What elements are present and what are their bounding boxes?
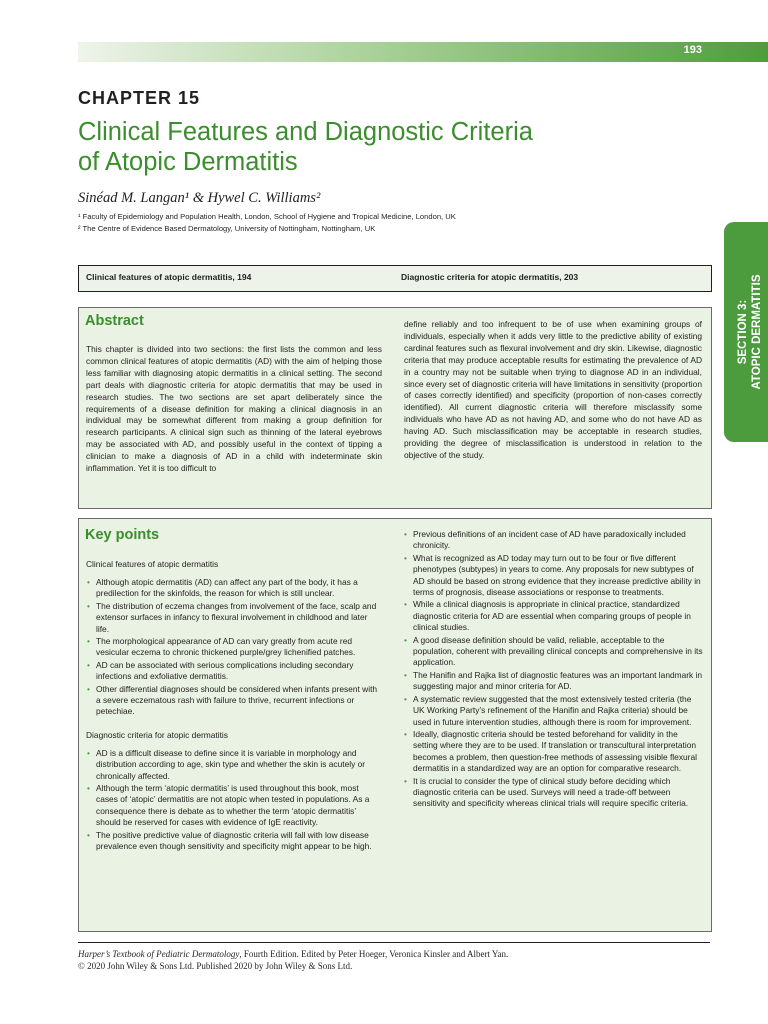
- page-number: 193: [683, 44, 702, 56]
- list-item: • Ideally, diagnostic criteria should be tested beforehand for validity in the setting where they are to be used. If translation or transcultural interpretation becomes a problem, then question-free methods of assessing visible flexural dermatitis in a standardized way are an option for comparative research.: [403, 729, 703, 775]
- affiliation-1: ¹ Faculty of Epidemiology and Population Health, London, School of Hygiene and Tropical Medicine, London, UK: [78, 212, 456, 221]
- list-item: • Although atopic dermatitis (AD) can affect any part of the body, it has a predilection for the skinfolds, the reason for which is still unclear.: [86, 577, 382, 600]
- toc-diagnostic-criteria[interactable]: Diagnostic criteria for atopic dermatitis, 203: [401, 272, 579, 282]
- key-points-right-list: [403, 529, 703, 810]
- key-points-box: [78, 518, 712, 932]
- list-item: • What is recognized as AD today may turn out to be four or five different phenotypes (subtypes) in years to come. Any proposals for new subtypes of AD should be based on strong evidence that they increase predictive ability in terms of prognosis, disease associations or response to treatments.: [403, 553, 703, 599]
- contents-box: [78, 265, 712, 292]
- list-item: • Other differential diagnoses should be considered when infants present with a severe eczematous rash with failure to thrive, recurrent infections or petechiae.: [86, 684, 382, 718]
- section-tab-label: [736, 242, 764, 422]
- list-item: • The morphological appearance of AD can vary greatly from acute red vesicular eczema to chronic thickened purple/grey lichenified patches.: [86, 636, 382, 659]
- list-item: • The positive predictive value of diagnostic criteria will fall with low disease prevalence even though sensitivity and specificity might appear to be high.: [86, 830, 382, 853]
- list-item: • Although the term ‘atopic dermatitis’ is used throughout this book, most cases of ‘atopic’ dermatitis are not atopic when tested in populations. As a consequence there is debate as to whether the term ‘atopic dermatitis’ should be reserved for cases with evidence of IgE reactivity.: [86, 783, 382, 829]
- diagnostic-criteria-list: [86, 748, 382, 853]
- key-points-subheading-clinical: Clinical features of atopic dermatitis: [86, 559, 219, 569]
- footer-line-2: © 2020 John Wiley & Sons Ltd. Published 2020 by John Wiley & Sons Ltd.: [78, 961, 353, 971]
- key-points-heading: Key points: [85, 527, 160, 543]
- book-title: Harper’s Textbook of Pediatric Dermatology: [78, 949, 240, 959]
- abstract-box: [78, 307, 712, 509]
- toc-clinical-features[interactable]: Clinical features of atopic dermatitis, 194: [86, 272, 252, 282]
- list-item: • AD is a difficult disease to define since it is variable in morphology and distribution according to age, skin type and whether the skin is acutely or chronically affected.: [86, 748, 382, 782]
- footer: [78, 948, 508, 972]
- footer-divider: [78, 942, 710, 943]
- chapter-label: CHAPTER 15: [78, 88, 201, 108]
- section-tab: [724, 222, 768, 442]
- list-item: • The Hanifin and Rajka list of diagnostic features was an important landmark in suggesting major and minor criteria for AD.: [403, 670, 703, 693]
- list-item: • A systematic review suggested that the most extensively tested criteria (the UK Working Party’s refinement of the Hanifin and Rajka criteria) should be used in future intervention studies, although there is room for improvement.: [403, 694, 703, 728]
- header-bar: [78, 42, 768, 62]
- clinical-features-list: [86, 577, 382, 718]
- title-line-2: of Atopic Dermatitis: [78, 148, 298, 176]
- edition-info: , Fourth Edition. Edited by Peter Hoeger, Veronica Kinsler and Albert Yan.: [239, 949, 509, 959]
- list-item: • AD can be associated with serious complications including secondary infections and exfoliative dermatitis.: [86, 660, 382, 683]
- affiliation-2: ² The Centre of Evidence Based Dermatology, University of Nottingham, Nottingham, UK: [78, 224, 376, 233]
- section-tab-line-2: ATOPIC DERMATITIS: [751, 274, 763, 390]
- abstract-left-column: This chapter is divided into two sections: the first lists the common and less common clinical features of atopic dermatitis (AD) with the aim of helping those less familiar with diagnosing atopic dermatitis in a clinical setting. The second part deals with diagnostic criteria for atopic dermatitis that may be used in research studies. The two sections are set apart deliberately since the requirements of a disease definition for making a clinical diagnosis in an individual may be somewhat different from making a group definition for research participants. A clinical sign such as thinning of the lateral eyebrows may be associated with AD, and possibly useful in the context of tipping a clinician to make a diagnosis of AD in a child with indeterminate skin inflammation. Yet it is too difficult to: [86, 344, 382, 474]
- key-points-left-column: [86, 559, 382, 853]
- title-line-1: Clinical Features and Diagnostic Criteria: [78, 118, 533, 146]
- chapter-title: [78, 117, 678, 177]
- section-tab-line-1: SECTION 3:: [737, 299, 749, 365]
- abstract-right-column: define reliably and too infrequent to be of use when examining groups of individuals, especially when it adds very little to the predictive ability of existing cardinal features such as flexural involvement and dry skin. Likewise, diagnostic criteria that may produce acceptable results for estimating the prevalence of AD in a country may not be suitable when trying to diagnose AD in an individual, since every set of diagnostic criteria will have limitations in sensitivity (proportion of cases correctly identified) and specificity (proportion of non-cases correctly identified). All current diagnostic criteria will therefore misclassify some individuals who have AD as not having AD, and some who do not have AD as having AD. Such misclassification may be acceptable in research studies, providing the degree of misclassification is understood in relation to the objective of the study.: [404, 319, 702, 460]
- abstract-heading: Abstract: [85, 313, 144, 329]
- list-item: • The distribution of eczema changes from involvement of the face, scalp and extensor surfaces in infancy to flexural involvement in childhood and later life.: [86, 601, 382, 635]
- footer-line-1: [78, 948, 508, 960]
- key-points-subheading-diagnostic: Diagnostic criteria for atopic dermatitis: [86, 729, 228, 740]
- key-points-right-column: [403, 529, 703, 811]
- authors: Sinéad M. Langan¹ & Hywel C. Williams²: [78, 190, 321, 206]
- list-item: • While a clinical diagnosis is appropriate in clinical practice, standardized diagnostic criteria for AD are essential when comparing groups of people in clinical studies.: [403, 599, 703, 633]
- list-item: • A good disease definition should be valid, reliable, acceptable to the population, coherent with prevailing clinical concepts and comprehensive in its application.: [403, 635, 703, 669]
- list-item: • It is crucial to consider the type of clinical study before deciding which diagnostic criteria can be used. Surveys will need a trade-off between sensitivity and specificity whereas clinical trials will require specific criteria.: [403, 776, 703, 810]
- list-item: • Previous definitions of an incident case of AD have paradoxically included chronicity.: [403, 529, 703, 552]
